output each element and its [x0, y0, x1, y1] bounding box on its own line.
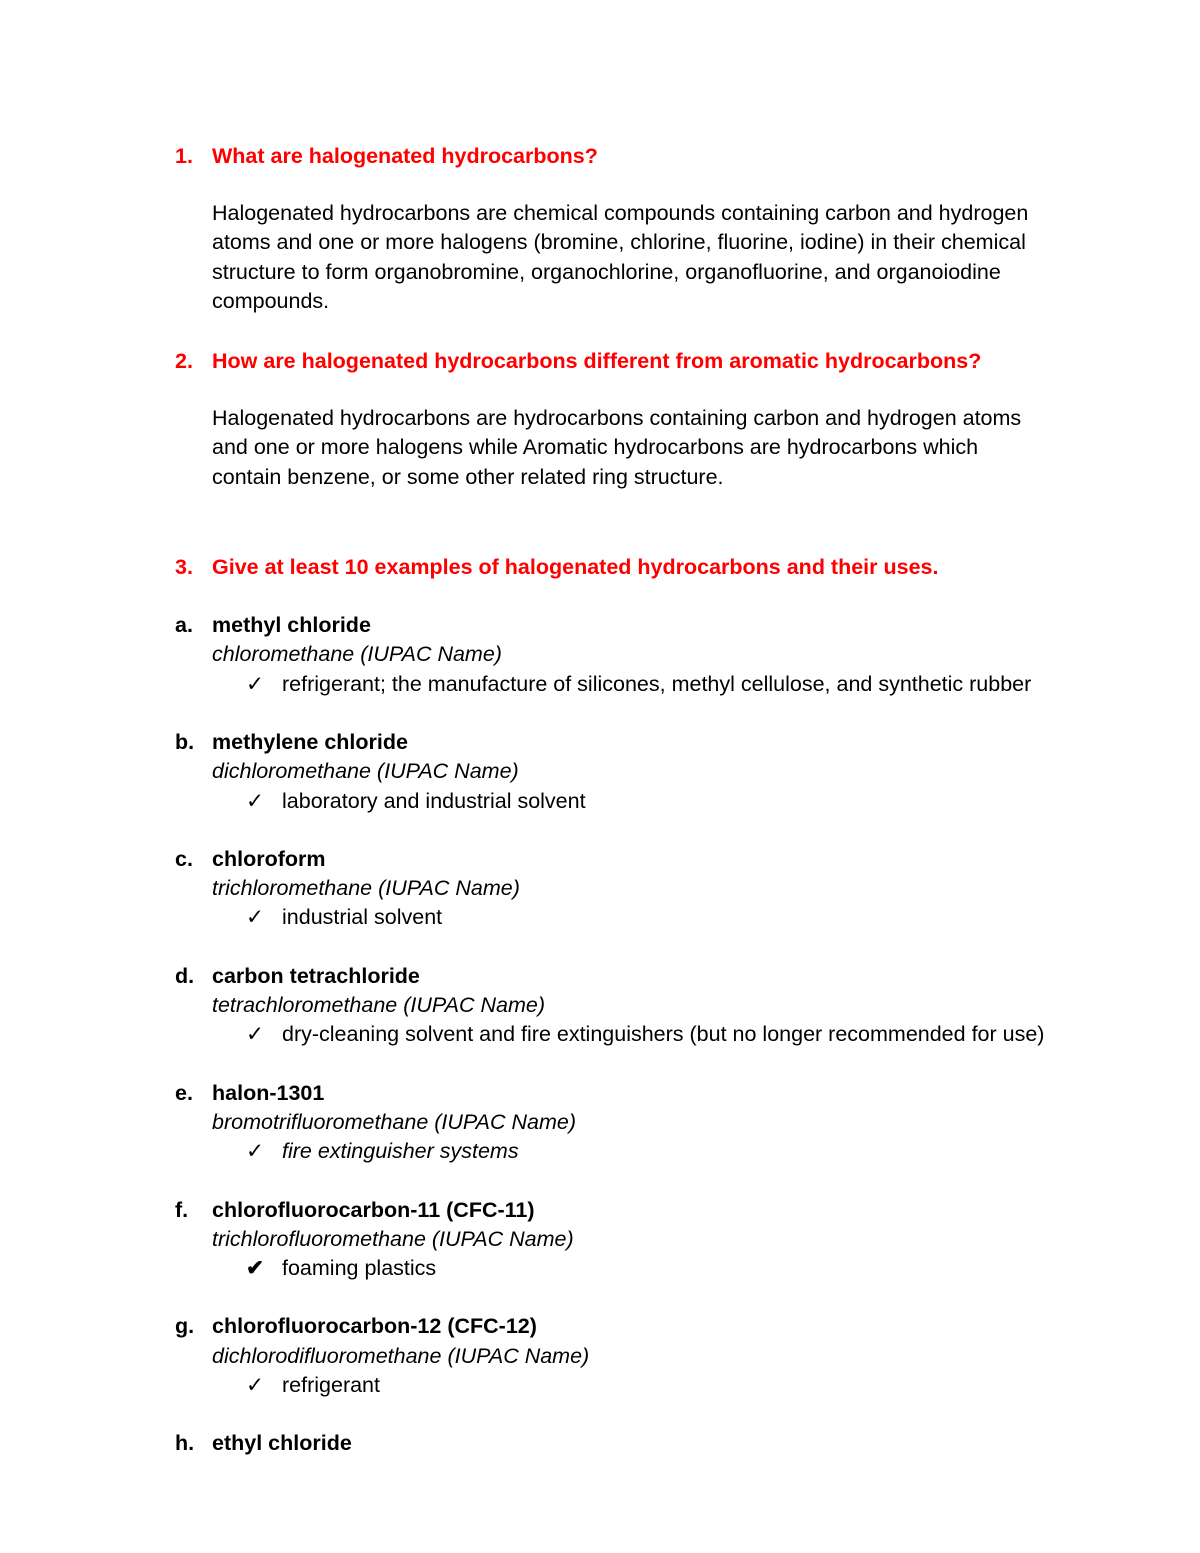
- example-name: ethyl chloride: [212, 1431, 352, 1455]
- answer-line: compounds.: [212, 288, 330, 313]
- example-letter: c.: [175, 847, 193, 871]
- example-iupac: dichloromethane (IUPAC Name): [212, 759, 519, 783]
- use-text: refrigerant; the manufacture of silicones, methyl cellulose, and synthetic rubber: [282, 672, 1032, 696]
- example-iupac: bromotrifluoromethane (IUPAC Name): [212, 1110, 577, 1134]
- use-text: dry-cleaning solvent and fire extinguishers (but no longer recommended for use): [282, 1022, 1045, 1046]
- answer-line: structure to form organobromine, organochlorine, organofluorine, and organoiodine: [212, 259, 1001, 284]
- checkmark-icon: ✓: [246, 672, 265, 696]
- answer-line: Halogenated hydrocarbons are chemical compounds containing carbon and hydrogen: [212, 201, 1029, 225]
- question-number: 2.: [175, 349, 193, 373]
- example-iupac: dichlorodifluoromethane (IUPAC Name): [212, 1344, 590, 1368]
- example-letter: g.: [175, 1314, 195, 1338]
- answer-line: Halogenated hydrocarbons are hydrocarbons containing carbon and hydrogen atoms: [212, 406, 1022, 430]
- example-use: [246, 1139, 519, 1164]
- example-iupac: trichloromethane (IUPAC Name): [212, 876, 520, 900]
- example-use: [246, 789, 586, 814]
- question-text: How are halogenated hydrocarbons different from aromatic hydrocarbons?: [212, 349, 982, 373]
- answer-line: atoms and one or more halogens (bromine, chlorine, fluorine, iodine) in their chemical: [212, 230, 1026, 255]
- example-letter: f.: [175, 1198, 189, 1222]
- example-letter: d.: [175, 964, 195, 988]
- example-use: [246, 1256, 436, 1281]
- example-letter: b.: [175, 730, 195, 754]
- example-letter: a.: [175, 613, 193, 637]
- example-name: carbon tetrachloride: [212, 964, 420, 988]
- use-text: fire extinguisher systems: [282, 1139, 519, 1163]
- example-name: methyl chloride: [212, 613, 371, 637]
- example-letter: e.: [175, 1081, 193, 1105]
- example-use: [246, 905, 442, 930]
- example-letter: h.: [175, 1431, 195, 1455]
- use-text: industrial solvent: [282, 905, 443, 929]
- checkmark-icon: ✓: [246, 789, 265, 813]
- example-name: chloroform: [212, 847, 326, 871]
- question-text: Give at least 10 examples of halogenated hydrocarbons and their uses.: [212, 555, 939, 579]
- answer-paragraph: [212, 199, 1132, 316]
- answer-paragraph: [212, 404, 1132, 492]
- use-text: foaming plastics: [282, 1256, 437, 1280]
- answer-line: and one or more halogens while Aromatic hydrocarbons are hydrocarbons which: [212, 435, 979, 460]
- example-iupac: tetrachloromethane (IUPAC Name): [212, 993, 545, 1017]
- example-name: halon-1301: [212, 1081, 325, 1105]
- checkmark-icon: ✓: [246, 1022, 265, 1046]
- example-name: chlorofluorocarbon-12 (CFC-12): [212, 1314, 537, 1338]
- checkmark-icon: ✓: [246, 1373, 265, 1397]
- example-name: methylene chloride: [212, 730, 408, 754]
- use-text: laboratory and industrial solvent: [282, 789, 586, 813]
- question-number: 1.: [175, 144, 193, 168]
- checkmark-icon: ✓: [246, 905, 265, 929]
- use-text: refrigerant: [282, 1373, 380, 1397]
- example-use: [246, 1022, 1044, 1047]
- example-use: [246, 672, 1031, 697]
- example-iupac: chloromethane (IUPAC Name): [212, 642, 502, 666]
- checkmark-icon: ✓: [246, 1139, 265, 1163]
- example-iupac: trichlorofluoromethane (IUPAC Name): [212, 1227, 574, 1251]
- checkmark-icon: ✔: [246, 1256, 265, 1280]
- example-name: chlorofluorocarbon-11 (CFC-11): [212, 1198, 535, 1222]
- question-number: 3.: [175, 555, 193, 579]
- example-use: [246, 1373, 380, 1398]
- answer-line: contain benzene, or some other related ring structure.: [212, 464, 724, 489]
- question-text: What are halogenated hydrocarbons?: [212, 144, 598, 168]
